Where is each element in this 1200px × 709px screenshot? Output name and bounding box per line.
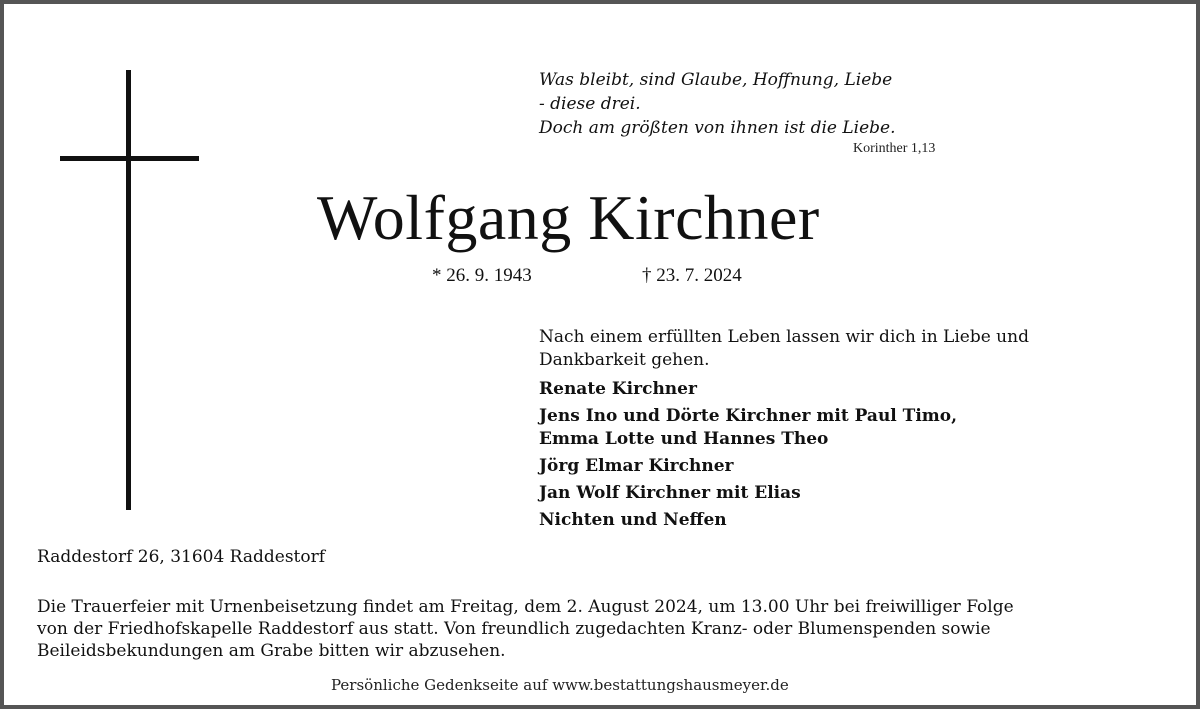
mourner-name: Jörg Elmar Kirchner [539,456,734,476]
mourner-entry [539,482,957,505]
bible-verse [539,68,896,140]
mourner-name: Emma Lotte und Hannes Theo [539,429,829,449]
mourner-entry [539,378,957,401]
verse-reference: Korinther 1,13 [853,141,936,156]
verse-line: Was bleibt, sind Glaube, Hoffnung, Liebe [539,70,893,90]
verse-line: - diese drei. [539,94,641,114]
deceased-name: Wolfgang Kirchner [317,182,820,253]
mourner-name: Jan Wolf Kirchner mit Elias [539,483,801,503]
mourner-name: Renate Kirchner [539,379,697,399]
cross-horizontal-bar [60,156,199,161]
mourning-text: Nach einem erfüllten Leben lassen wir dich in Liebe und Dankbarkeit gehen. [539,327,1029,370]
family-address: Raddestorf 26, 31604 Raddestorf [37,547,326,567]
birth-date: * 26. 9. 1943 [432,265,532,286]
mourner-entry [539,509,957,532]
cross-vertical-bar [126,70,131,510]
death-date: † 23. 7. 2024 [642,265,742,286]
notice-line: Die Trauerfeier mit Urnenbeisetzung findet am Freitag, dem 2. August 2024, um 13.00 Uhr bei freiwilliger Folge [37,597,1014,617]
mourner-name: Nichten und Neffen [539,510,727,530]
notice-line: von der Friedhofskapelle Raddestorf aus statt. Von freundlich zugedachten Kranz- oder Blumenspenden sowie [37,619,991,639]
notice-line: Beileidsbekundungen am Grabe bitten wir abzusehen. [37,641,506,661]
funeral-notice [37,596,1177,662]
memorial-page-link: Persönliche Gedenkseite auf www.bestattungshausmeyer.de [331,676,789,694]
mourner-entry [539,455,957,478]
mourner-name: Jens Ino und Dörte Kirchner mit Paul Timo, [539,406,958,426]
verse-line: Doch am größten von ihnen ist die Liebe. [539,118,896,138]
mourner-list [539,378,957,536]
mourner-entry [539,405,957,451]
